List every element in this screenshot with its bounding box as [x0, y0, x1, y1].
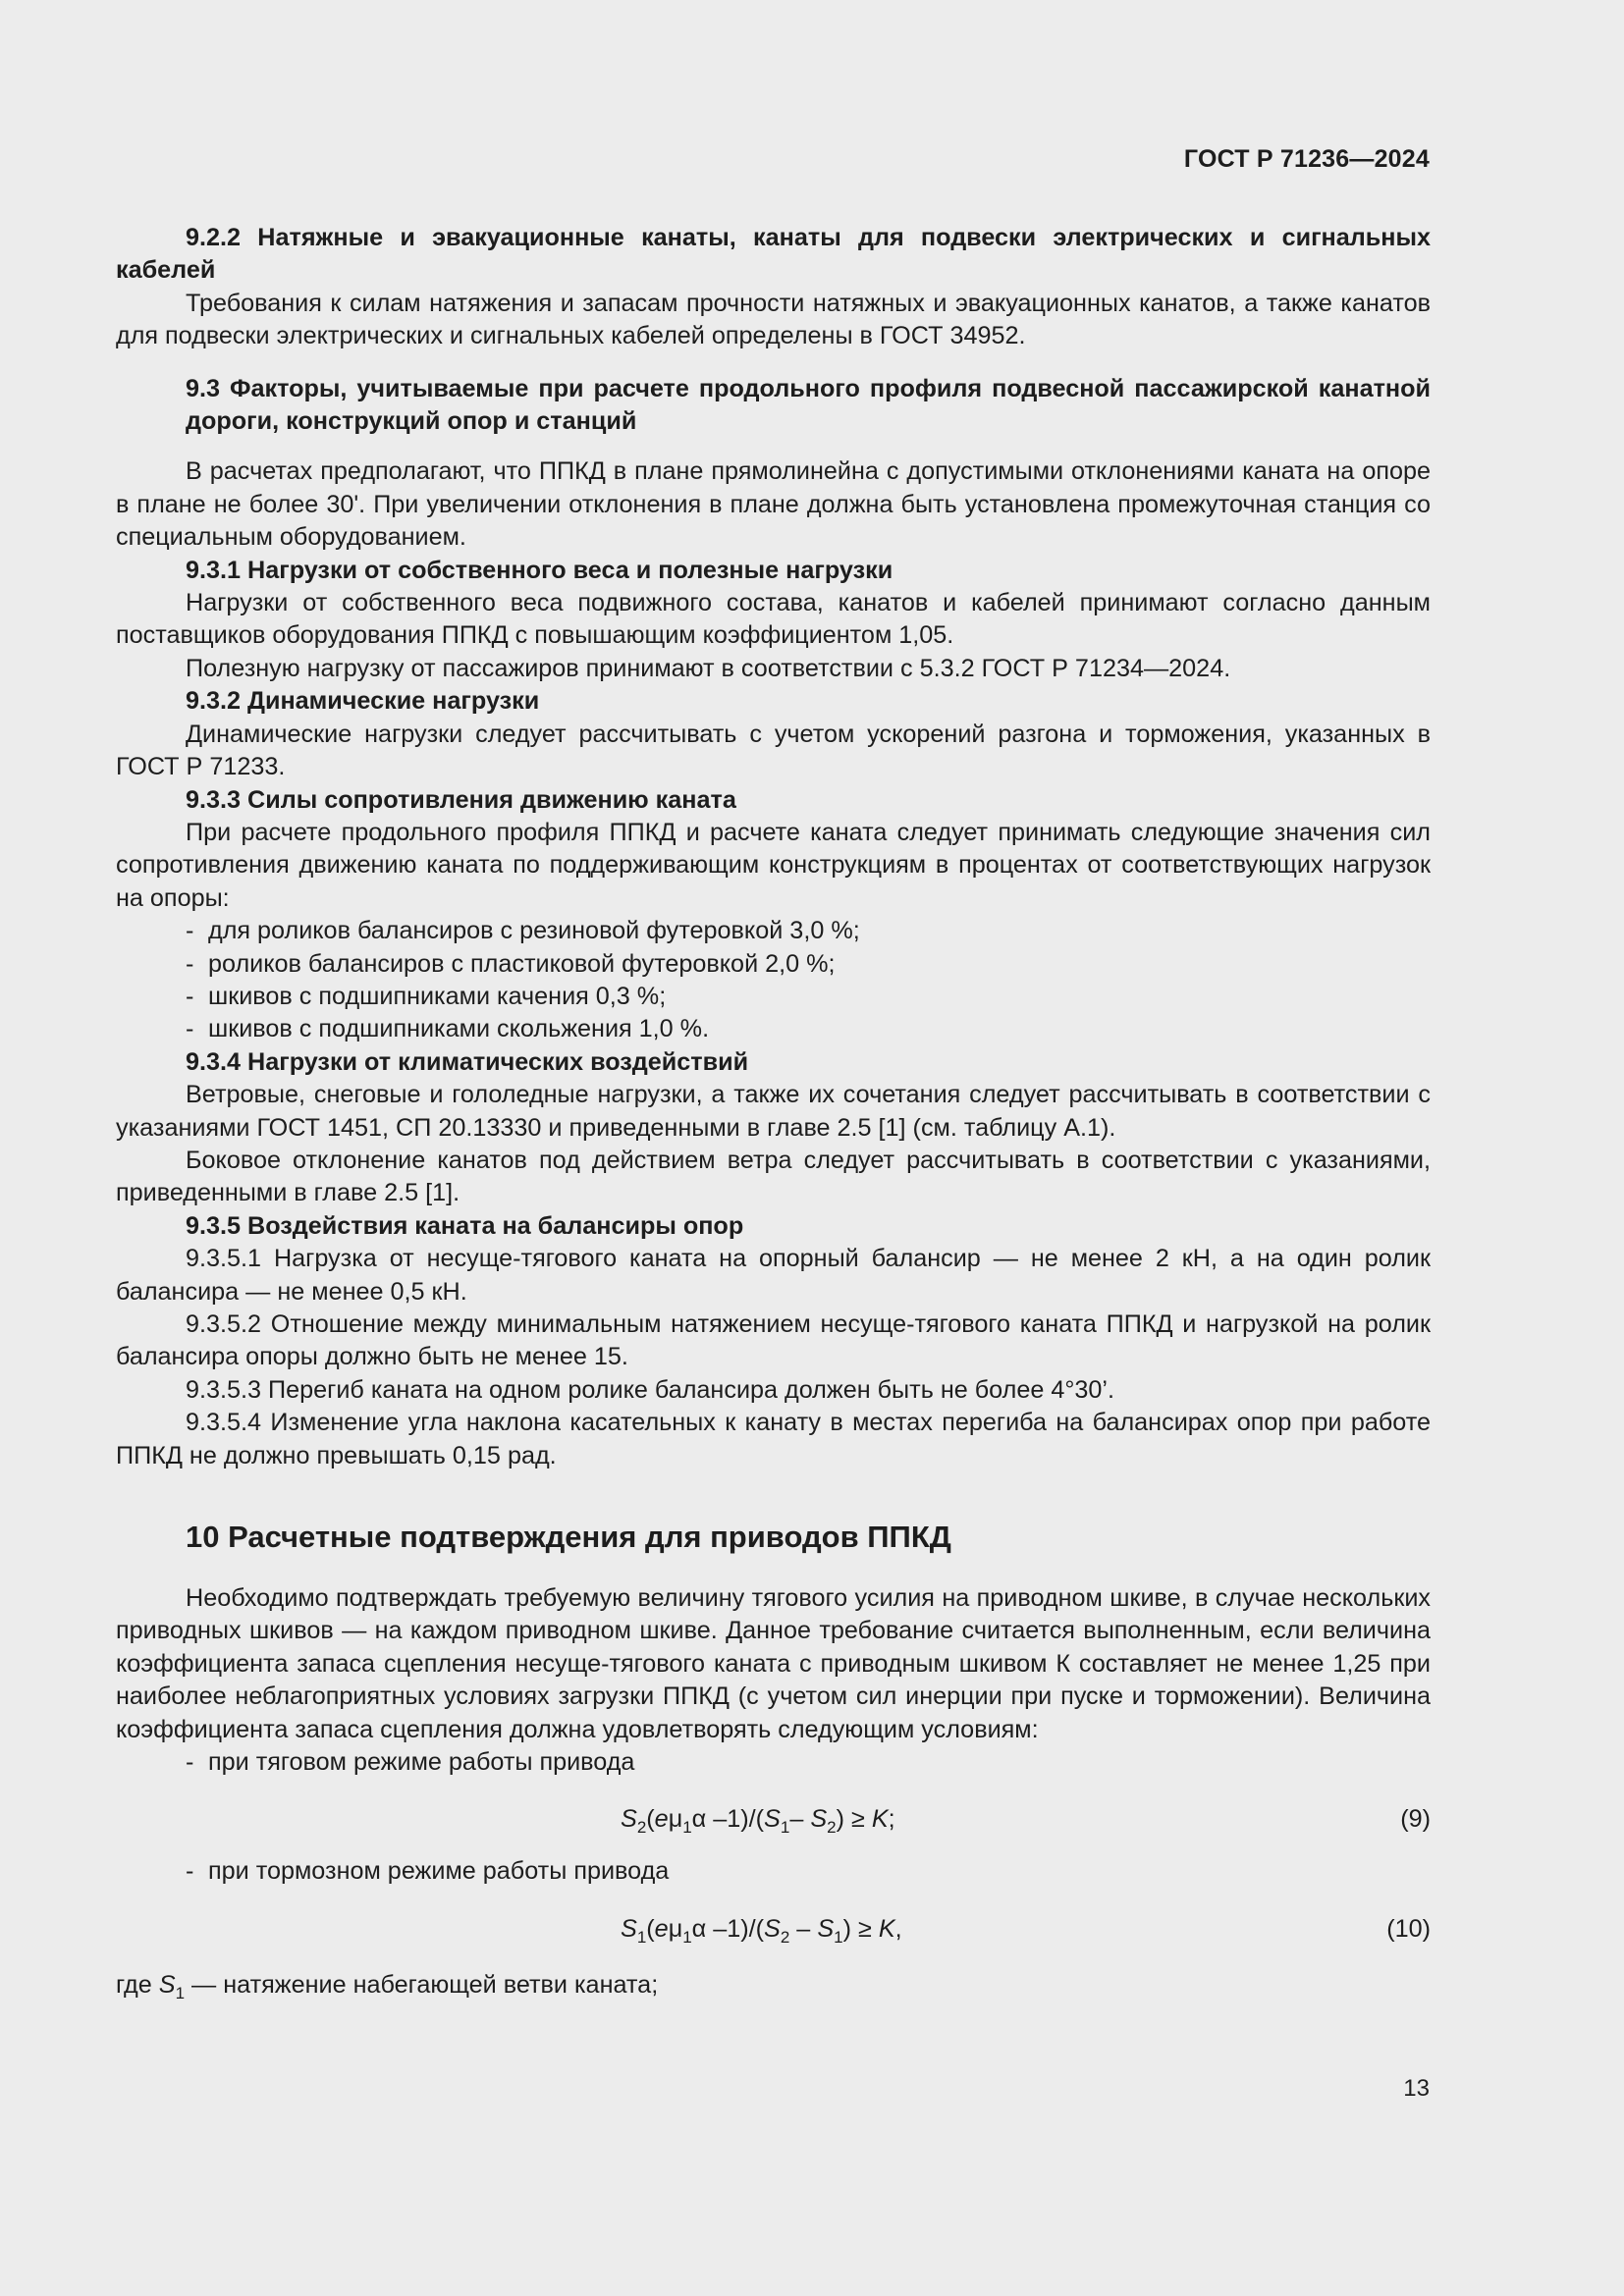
where-prefix: где	[116, 1970, 152, 1999]
section-9-3-4-text-2: Боковое отклонение канатов под действием ветра следует рассчитывать в соответствии с указаниями, приведенными в главе 2.5 [1].	[116, 1146, 1431, 1207]
section-9-3-4-text-1: Ветровые, снеговые и гололедные нагрузки, а также их сочетания следует рассчитывать в соответствии с указаниями ГОСТ 1451, СП 20.13330 и приведенными в главе 2.5 [1] (см. таблицу А.1).	[116, 1081, 1431, 1142]
section-9-3-5-title: 9.3.5 Воздействия каната на балансиры опор	[186, 1211, 744, 1240]
formula-9-expression: $S_2(e\mu_1\alpha$ $-1)/(S_1-$ $S_2) \ge K$;	[621, 1805, 895, 1838]
formula-10-number: (10)	[1386, 1914, 1431, 1943]
list-item: - при тормозном режиме работы привода	[186, 1855, 1431, 1888]
resistance-list	[116, 915, 1431, 1046]
section-9-3-5-4: 9.3.5.4 Изменение угла наклона касательных к канату в местах перегиба на балансирах опор при работе ППКД не должно превышать 0,15 рад.	[116, 1409, 1431, 1469]
formula-9-number: (9)	[1400, 1805, 1431, 1834]
section-9-3-1-text-2: Полезную нагрузку от пассажиров принимают в соответствии с 5.3.2 ГОСТ Р 71234—2024.	[186, 654, 1231, 682]
section-9-3-2-text: Динамические нагрузки следует рассчитывать с учетом ускорений разгона и торможения, указанных в ГОСТ Р 71233.	[116, 720, 1431, 781]
page-number: 13	[1403, 2075, 1430, 2102]
section-9-3-5-1: 9.3.5.1 Нагрузка от несуще-тягового каната на опорный балансир — не менее 2 кН, а на один ролик балансира — не менее 0,5 кН.	[116, 1245, 1431, 1306]
section-9-3-2-title: 9.3.2 Динамические нагрузки	[186, 687, 540, 716]
list-item: - роликов балансиров с пластиковой футеровкой 2,0 %;	[186, 948, 1431, 981]
section-9-3-text: В расчетах предполагают, что ППКД в плане прямолинейна с допустимыми отклонениями каната на опоре в плане не более 30'. При увеличении отклонения в плане должна быть установлена промежуточная станция со специальным оборудованием.	[116, 457, 1431, 552]
section-9-3-1-text-1: Нагрузки от собственного веса подвижного состава, канатов и кабелей принимают согласно данным поставщиков оборудования ППКД с повышающим коэффициентом 1,05.	[116, 589, 1431, 650]
list-item: - шкивов с подшипниками качения 0,3 %;	[186, 981, 1431, 1013]
list-item: - при тяговом режиме работы привода	[186, 1746, 1431, 1779]
section-10-title: 10 Расчетные подтверждения для приводов ППКД	[186, 1520, 951, 1555]
document-body	[116, 222, 1431, 2002]
list-item: - для роликов балансиров с резиновой футеровкой 3,0 %;	[186, 915, 1431, 947]
where-s1-text: — натяжение набегающей ветви каната;	[191, 1970, 659, 1999]
section-9-3-1-title: 9.3.1 Нагрузки от собственного веса и полезные нагрузки	[186, 556, 893, 584]
section-9-3-title: 9.3 Факторы, учитываемые при расчете продольного профиля подвесной пассажирской канатной дороги, конструкций опор и станций	[186, 374, 1431, 436]
section-9-3-5-3: 9.3.5.3 Перегиб каната на одном ролике балансира должен быть не более 4°30’.	[186, 1375, 1115, 1404]
formula-10	[116, 1906, 1431, 1951]
section-9-3-3-title: 9.3.3 Силы сопротивления движению каната	[186, 785, 736, 814]
formula-10-expression: $S_1(e\mu_1\alpha$ $-1)/(S_2 - S_1) \ge K$,	[621, 1914, 902, 1947]
list-item: - шкивов с подшипниками скольжения 1,0 %.	[186, 1013, 1431, 1045]
section-9-2-2-title: 9.2.2 Натяжные и эвакуационные канаты, канаты для подвески электрических и сигнальных кабелей	[116, 224, 1431, 285]
mode-list-1	[116, 1746, 1431, 1779]
section-9-3-4-title: 9.3.4 Нагрузки от климатических воздействий	[186, 1047, 749, 1076]
section-9-3-3-text: При расчете продольного профиля ППКД и расчете каната следует принимать следующие значения сил сопротивления движению каната по поддерживающим конструкциям в процентах от соответствующих нагрузок на опоры:	[116, 818, 1431, 912]
section-9-2-2-text: Требования к силам натяжения и запасам прочности натяжных и эвакуационных канатов, а также канатов для подвески электрических и сигнальных кабелей определены в ГОСТ 34952.	[116, 289, 1431, 350]
section-9-3-5-2: 9.3.5.2 Отношение между минимальным натяжением несуще-тягового каната ППКД и нагрузкой на ролик балансира опоры должно быть не менее 15.	[116, 1310, 1431, 1371]
mode-list-2	[116, 1855, 1431, 1888]
where-symbol: $S_1$	[158, 1970, 186, 2002]
formula-9	[116, 1796, 1431, 1842]
document-id: ГОСТ Р 71236—2024	[1183, 145, 1430, 173]
where-clause	[116, 1969, 1431, 2002]
section-10-text: Необходимо подтверждать требуемую величину тягового усилия на приводном шкиве, в случае нескольких приводных шкивов — на каждом приводном шкиве. Данное требование считается выполненным, если величина коэффициента запаса сцепления несуще-тягового каната с приводным шкивом К составляет не менее 1,25 при наиболее неблагоприятных условиях загрузки ППКД (с учетом сил инерции при пуске и торможении). Величина коэффициента запаса сцепления должна удовлетворять следующим условиям:	[116, 1584, 1431, 1743]
